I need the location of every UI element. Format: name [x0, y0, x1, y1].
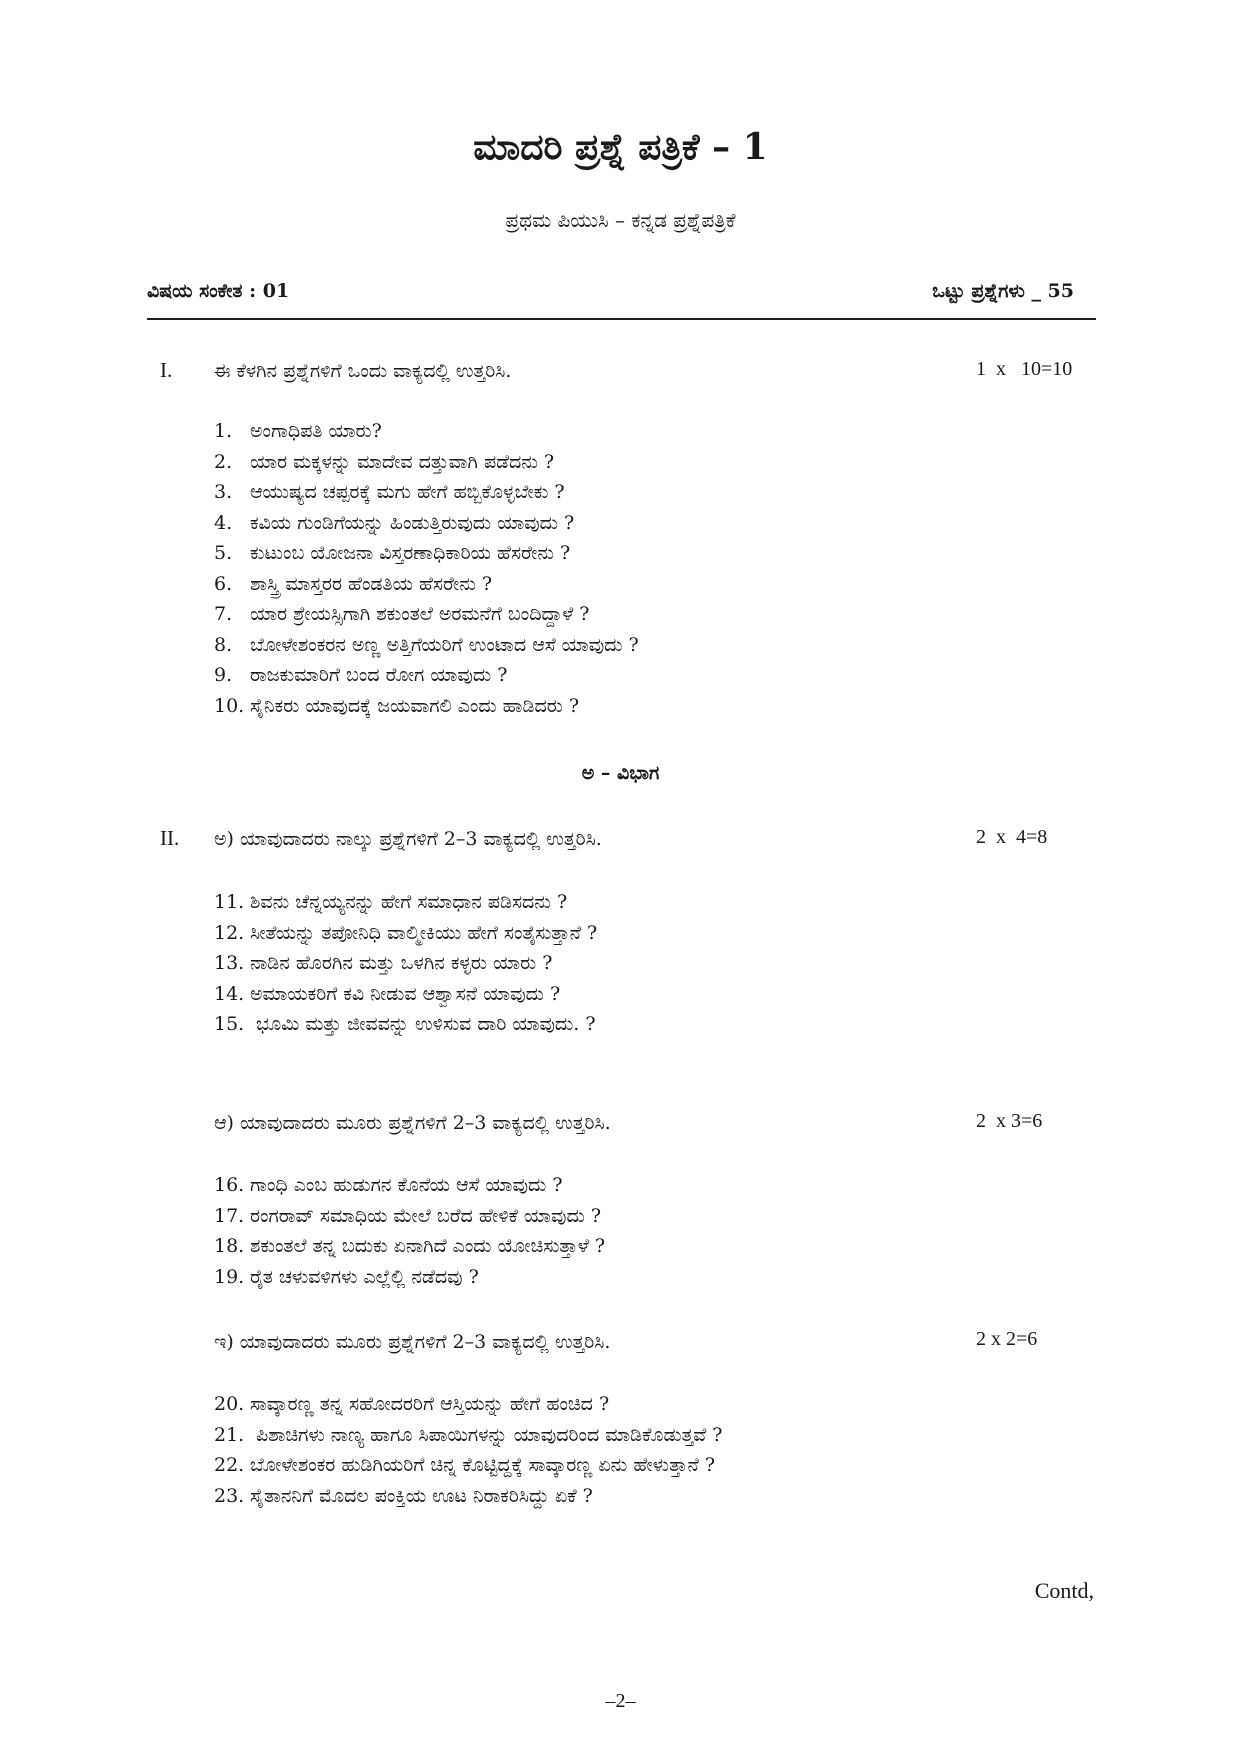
- continued-note: Contd,: [1034, 1578, 1094, 1603]
- question-text: ಗಾಂಧಿ ಎಂಬ ಹುಡುಗನ ಕೊನೆಯ ಆಸೆ ಯಾವುದು ?: [250, 1174, 563, 1196]
- question-item: [214, 538, 639, 569]
- question-text: ಸೈತಾನನಿಗೆ ಮೊದಲ ಪಂಕ್ತಿಯ ಊಟ ನಿರಾಕರಿಸಿದ್ದು ಏಕೆ ?: [250, 1484, 593, 1507]
- question-item: [214, 1262, 605, 1293]
- page-number: –2–: [605, 1690, 636, 1712]
- question-number: 22.: [214, 1454, 245, 1476]
- question-number: 4.: [214, 511, 233, 534]
- question-number: 19.: [214, 1265, 245, 1288]
- section-2b-marks: 2 x 3=6: [976, 1110, 1043, 1132]
- question-number: 6.: [214, 572, 233, 595]
- question-text: ಸಾವ್ಕಾರಣ್ಣ ತನ್ನ ಸಹೋದರರಿಗೆ ಆಸ್ತಿಯನ್ನು ಹೇಗೆ ಹಂಚಿದ ?: [250, 1393, 610, 1415]
- question-number: 13.: [214, 952, 245, 974]
- subject-code: ವಿಷಯ ಸಂಕೇತ : 01: [147, 280, 290, 302]
- question-number: 23.: [214, 1484, 245, 1507]
- header-divider: [147, 318, 1096, 320]
- question-text: ನಾಡಿನ ಹೊರಗಿನ ಮತ್ತು ಒಳಗಿನ ಕಳ್ಳರು ಯಾರು ?: [250, 952, 553, 974]
- question-item: [214, 416, 639, 447]
- question-number: 14.: [214, 982, 245, 1005]
- question-text: ಬೋಳೇಶಂಕರ ಹುಡಿಗಿಯರಿಗೆ ಚಿನ್ನ ಕೊಟ್ಟಿದ್ದಕ್ಕೆ ಸಾವ್ಕಾರಣ್ಣ ಏನು ಹೇಳುತ್ತಾನೆ ?: [250, 1454, 716, 1476]
- question-item: [214, 630, 639, 661]
- section-2c-instruction: ಇ) ಯಾವುದಾದರು ಮೂರು ಪ್ರಶ್ನೆಗಳಿಗೆ 2–3 ವಾಕ್ಯದಲ್ಲಿ ಉತ್ತರಿಸಿ.: [214, 1331, 611, 1353]
- question-number: 8.: [214, 633, 233, 656]
- question-text: ಸೈನಿಕರು ಯಾವುದಕ್ಕೆ ಜಯವಾಗಲಿ ಎಂದು ಹಾಡಿದರು ?: [250, 694, 580, 717]
- question-item: [214, 447, 639, 478]
- question-item: [214, 660, 639, 691]
- question-item: [214, 979, 597, 1010]
- question-item: [214, 1481, 722, 1512]
- question-item: [214, 691, 639, 722]
- question-number: 11.: [214, 891, 245, 913]
- question-item: [214, 1420, 722, 1451]
- section-2a-instruction: ಅ) ಯಾವುದಾದರು ನಾಲ್ಕು ಪ್ರಶ್ನೆಗಳಿಗೆ 2–3 ವಾಕ್ಯದಲ್ಲಿ ಉತ್ತರಿಸಿ.: [214, 828, 602, 850]
- section-2b-question-list: [214, 1170, 605, 1292]
- question-text: ಶಿವನು ಚೆನ್ನಯ್ಯನನ್ನು ಹೇಗೆ ಸಮಾಧಾನ ಪಡಿಸದನು ?: [250, 891, 568, 913]
- section-2a-question-list: [214, 887, 597, 1040]
- question-number: 15.: [214, 1013, 245, 1035]
- question-item: [214, 887, 597, 918]
- section-1-marks: 1 x 10=10: [976, 358, 1073, 380]
- question-item: [214, 1389, 722, 1420]
- question-text: ಆಯುಷ್ಯದ ಚಪ್ಪರಕ್ಕೆ ಮಗು ಹೇಗೆ ಹಬ್ಬಿಕೊಳ್ಳಬೇಕು ?: [250, 481, 565, 503]
- question-number: 2.: [214, 450, 233, 473]
- question-number: 16.: [214, 1174, 245, 1196]
- question-text: ಅಮಾಯಕರಿಗೆ ಕವಿ ನೀಡುವ ಆಶ್ವಾಸನೆ ಯಾವುದು ?: [250, 982, 561, 1005]
- question-text: ಸೀತೆಯನ್ನು ತಪೋನಿಧಿ ವಾಲ್ಮೀಕಿಯು ಹೇಗೆ ಸಂತೈಸುತ್ತಾನೆ ?: [250, 921, 598, 944]
- question-text: ಭೂಮಿ ಮತ್ತು ಜೀವವನ್ನು ಉಳಿಸುವ ದಾರಿ ಯಾವುದು. ?: [250, 1013, 596, 1035]
- question-text: ರೈತ ಚಳುವಳಿಗಳು ಎಲ್ಲೆಲ್ಲಿ ನಡೆದವು ?: [250, 1265, 479, 1288]
- section-2c-marks: 2 x 2=6: [976, 1328, 1038, 1350]
- section-2b-instruction: ಆ) ಯಾವುದಾದರು ಮೂರು ಪ್ರಶ್ನೆಗಳಿಗೆ 2–3 ವಾಕ್ಯದಲ್ಲಿ ಉತ್ತರಿಸಿ.: [214, 1112, 611, 1134]
- question-item: [214, 1231, 605, 1262]
- question-text: ರಂಗರಾವ್ ಸಮಾಧಿಯ ಮೇಲೆ ಬರೆದ ಹೇಳಿಕೆ ಯಾವುದು ?: [250, 1204, 602, 1227]
- part-a-heading: ಅ – ವಿಭಾಗ: [581, 762, 660, 784]
- question-number: 7.: [214, 603, 233, 625]
- question-item: [214, 1170, 605, 1201]
- question-item: [214, 948, 597, 979]
- section-2c-question-list: [214, 1389, 722, 1511]
- question-item: [214, 569, 639, 600]
- question-item: [214, 1009, 597, 1040]
- paper-subtitle: ಪ್ರಥಮ ಪಿಯುಸಿ – ಕನ್ನಡ ಪ್ರಶ್ನೆಪತ್ರಿಕೆ: [505, 208, 736, 232]
- question-text: ಅಂಗಾಧಿಪತಿ ಯಾರು?: [250, 420, 382, 442]
- question-number: 17.: [214, 1204, 245, 1227]
- question-text: ರಾಜಕುಮಾರಿಗೆ ಬಂದ ರೋಗ ಯಾವುದು ?: [250, 664, 508, 686]
- question-number: 1.: [214, 420, 233, 442]
- section-2a-marks: 2 x 4=8: [976, 826, 1048, 848]
- section-1-number: I.: [160, 358, 173, 382]
- question-item: [214, 477, 639, 508]
- question-item: [214, 599, 639, 630]
- section-1-question-list: [214, 416, 639, 721]
- question-number: 20.: [214, 1393, 245, 1415]
- question-item: [214, 918, 597, 949]
- question-number: 5.: [214, 542, 233, 564]
- question-text: ಬೋಳೇಶಂಕರನ ಅಣ್ಣ ಅತ್ತಿಗೆಯರಿಗೆ ಉಂಟಾದ ಆಸೆ ಯಾವುದು ?: [250, 633, 639, 656]
- section-1-instruction: ಈ ಕೆಳಗಿನ ಪ್ರಶ್ನೆಗಳಿಗೆ ಒಂದು ವಾಕ್ಯದಲ್ಲಿ ಉತ್ತರಿಸಿ.: [214, 360, 512, 382]
- question-text: ಕವಿಯ ಗುಂಡಿಗೆಯನ್ನು ಹಿಂಡುತ್ತಿರುವುದು ಯಾವುದು ?: [250, 511, 575, 534]
- question-item: [214, 1450, 722, 1481]
- question-text: ಕುಟುಂಬ ಯೋಜನಾ ವಿಸ್ತರಣಾಧಿಕಾರಿಯ ಹೆಸರೇನು ?: [250, 542, 571, 564]
- total-questions: ಒಟ್ಟು ಪ್ರಶ್ನೆಗಳು _ 55: [932, 280, 1074, 302]
- question-text: ಶಕುಂತಲೆ ತನ್ನ ಬದುಕು ಏನಾಗಿದೆ ಎಂದು ಯೋಚಿಸುತ್ತಾಳೆ ?: [250, 1235, 606, 1257]
- question-number: 12.: [214, 921, 245, 944]
- paper-title: ಮಾದರಿ ಪ್ರಶ್ನೆ ಪತ್ರಿಕೆ – 1: [473, 126, 768, 168]
- question-number: 18.: [214, 1235, 245, 1257]
- question-number: 21.: [214, 1423, 245, 1446]
- question-text: ಯಾರ ಶ್ರೇಯಸ್ಸಿಗಾಗಿ ಶಕುಂತಲೆ ಅರಮನೆಗೆ ಬಂದಿದ್ದಾಳೆ ?: [250, 603, 590, 625]
- question-number: 3.: [214, 481, 233, 503]
- section-2-number: II.: [160, 826, 180, 850]
- question-number: 10.: [214, 694, 245, 717]
- question-text: ಶಾಸ್ತ್ರಿ ಮಾಸ್ತರರ ಹೆಂಡತಿಯ ಹೆಸರೇನು ?: [250, 572, 493, 595]
- question-item: [214, 1201, 605, 1232]
- question-item: [214, 508, 639, 539]
- question-number: 9.: [214, 664, 233, 686]
- question-text: ಯಾರ ಮಕ್ಕಳನ್ನು ಮಾದೇವ ದತ್ತುವಾಗಿ ಪಡೆದನು ?: [250, 450, 555, 473]
- question-text: ಪಿಶಾಚಿಗಳು ನಾಣ್ಯ ಹಾಗೂ ಸಿಪಾಯಿಗಳನ್ನು ಯಾವುದರಿಂದ ಮಾಡಿಕೊಡುತ್ತವೆ ?: [250, 1423, 723, 1446]
